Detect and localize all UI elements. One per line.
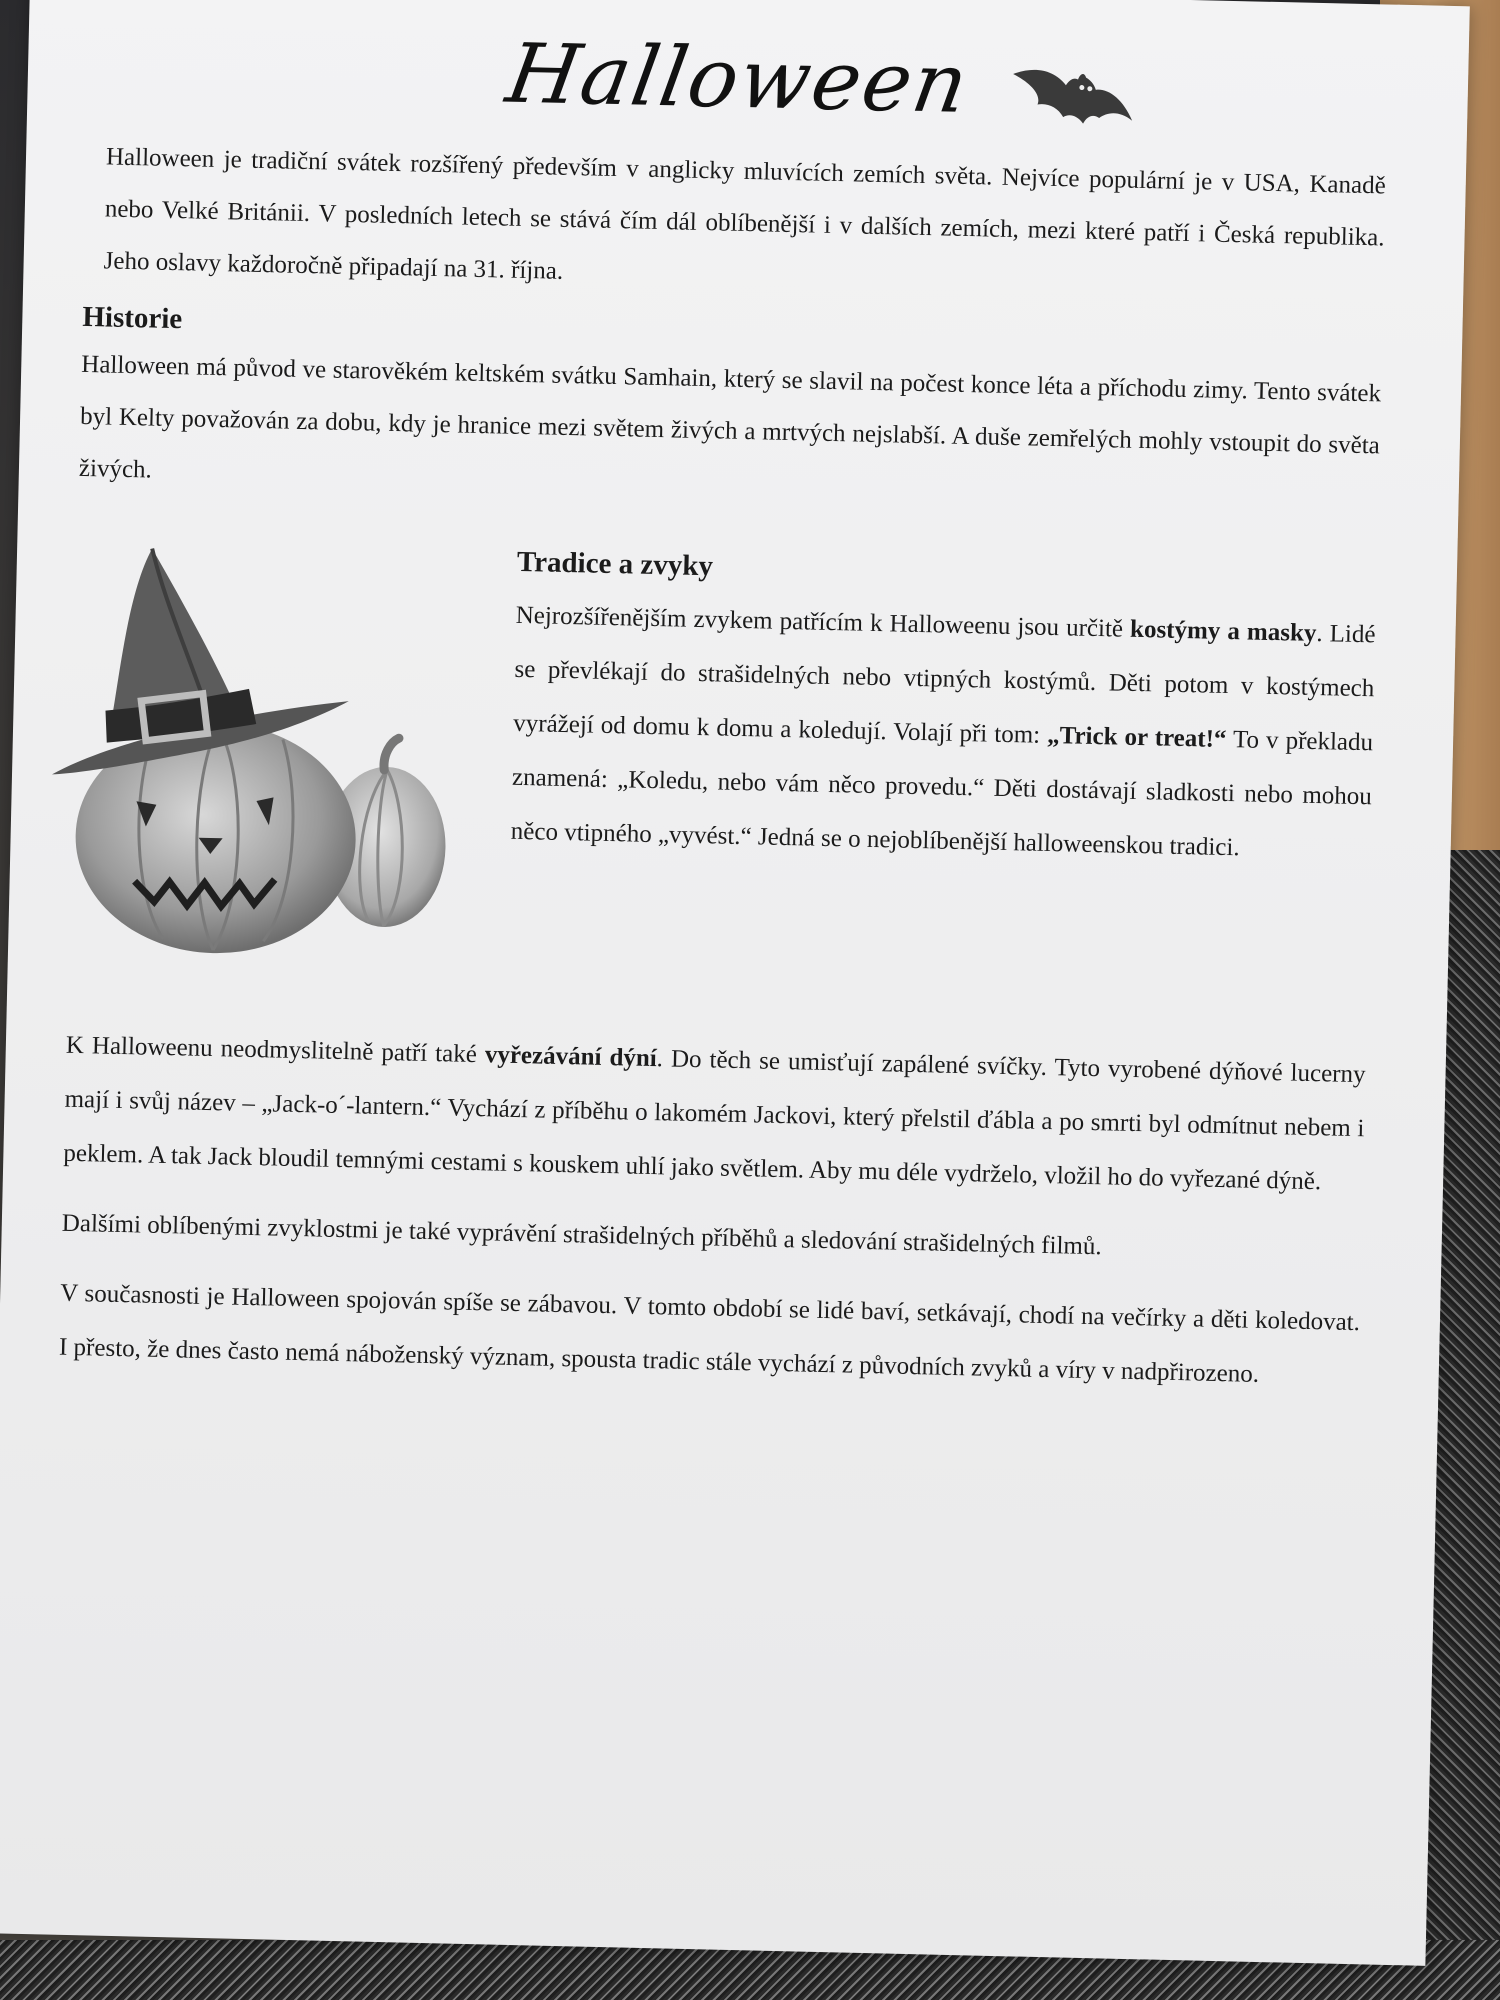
jack-text-1: K Halloweenu neodmyslitelně patří také bbox=[65, 1031, 486, 1069]
pumpkin-witch-hat-illustration bbox=[38, 534, 478, 974]
tradition-section bbox=[67, 525, 1377, 1024]
jack-o-lantern-paragraph bbox=[63, 1019, 1366, 1210]
title-row bbox=[87, 15, 1389, 154]
trick-or-treat-bold: „Trick or treat!“ bbox=[1046, 721, 1227, 753]
bat-icon bbox=[1007, 56, 1139, 139]
intro-paragraph: Halloween je tradiční svátek rozšířený především v anglicky mluvících zemích světa. Nejvíce populární je v USA, Kanadě nebo Velké Británii. V posledních letech se stává čím dál oblíbenější i v dalších zemích, mezi které patří i Česká republika. Jeho oslavy každoročně připadají na 31. října. bbox=[103, 143, 1387, 285]
tradition-heading: Tradice a zvyky bbox=[516, 545, 714, 583]
history-paragraph: Halloween má původ ve starověkém keltském svátku Samhain, který se slavil na počest konce léta a příchodu zimy. Tento svátek byl Kelty považován za dobu, kdy je hranice mezi světem živých a mrtvých nejslabší. A duše zemřelých mohly vstoupit do světa živých. bbox=[78, 350, 1382, 484]
tradition-paragraph bbox=[510, 589, 1376, 878]
tradition-text-2: . Lidé se převlékají do strašidelných nebo vtipných kostýmů. Děti potom v kostýmech vyrážejí od domu k domu a koledují. Volají při tom: bbox=[512, 620, 1376, 749]
jack-text-2: . Do těch se umisťují zapálené svíčky. Tyto vyrobené dýňové lucerny mají i svůj název – „Jack-o´-lantern.“ Vychází z příběhu o lakomém Jackovi, který přelstil ďábla a po smrti byl odmítnut nebem i peklem. A tak Jack bloudil temnými cestami s kouskem uhlí jako světlem. Aby mu déle vydrželo, vložil ho do vyřezané dýně. bbox=[63, 1045, 1366, 1196]
stories-paragraph: Dalšími oblíbenými zvyklostmi je také vyprávění strašidelných příběhů a sledování strašidelných filmů. bbox=[61, 1209, 1102, 1261]
pumpkin-carving-bold: vyřezávání dýní bbox=[484, 1041, 658, 1073]
history-heading: Historie bbox=[82, 300, 183, 336]
tradition-column bbox=[510, 535, 1377, 878]
document-page bbox=[58, 15, 1389, 1404]
costumes-bold: kostýmy a masky bbox=[1129, 615, 1317, 648]
tradition-text-3: To v překladu znamená: „Koledu, nebo vám něco provedu.“ Děti dostávají sladkosti nebo mohou něco vtipného „vyvést.“ Jedná se o nejoblíbenější halloweenskou tradici. bbox=[510, 726, 1374, 862]
tradition-text-1: Nejrozšířenějším zvykem patřícím k Halloweenu jsou určitě bbox=[515, 601, 1131, 643]
present-day-paragraph: V současnosti je Halloween spojován spíše se zábavou. V tomto období se lidé baví, setkávají, chodí na večírky a děti koledovat. I přesto, že dnes často nemá náboženský význam, spousta tradic stále vychází z původních zvyků a víry v nadpřirozeno. bbox=[58, 1279, 1361, 1388]
page-title: Halloween bbox=[500, 26, 976, 132]
